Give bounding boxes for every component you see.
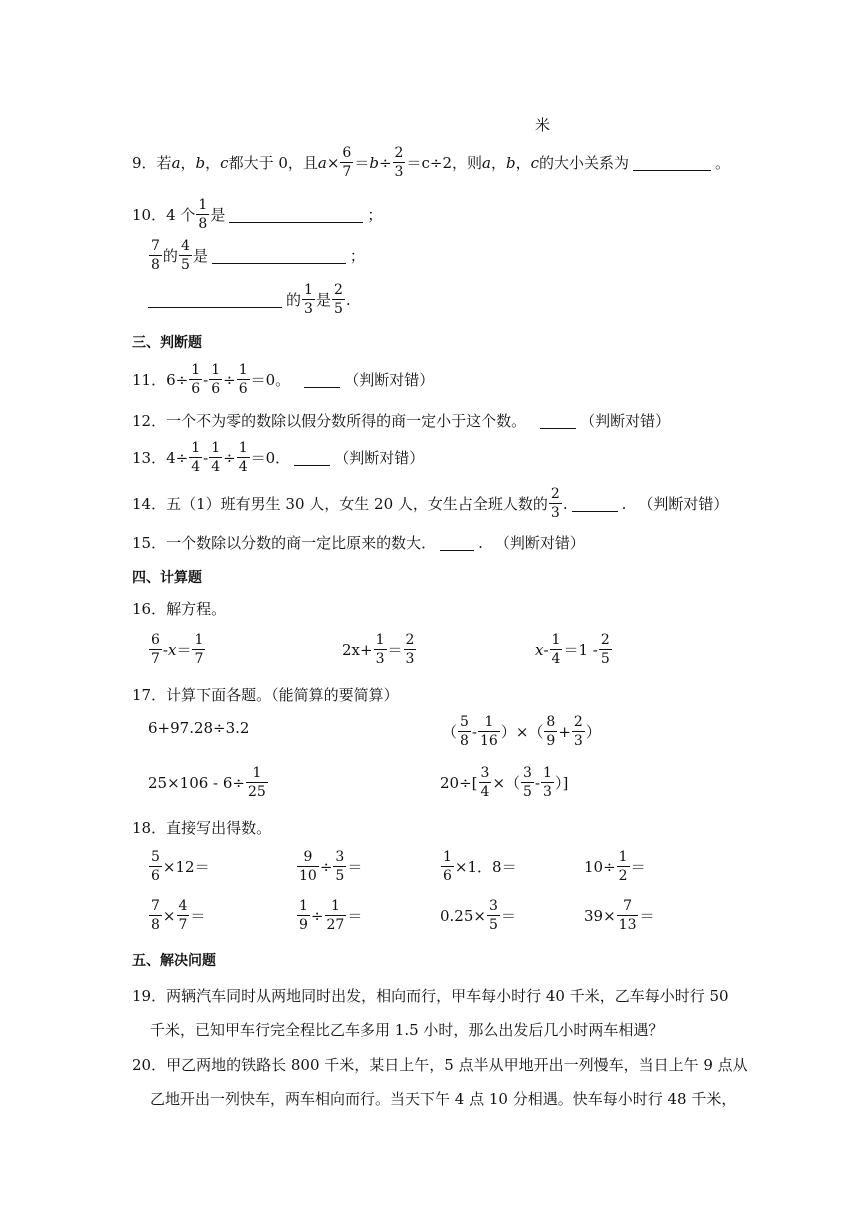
fraction: $\frac{1}{3}$ xyxy=(375,632,385,667)
fraction: $\frac{5}{6}$ xyxy=(151,849,160,884)
fraction: $\frac{2}{3}$ xyxy=(394,145,404,180)
fraction: $\frac{1}{8}$ xyxy=(198,197,208,232)
fraction: $\frac{7}{8}$ xyxy=(151,238,160,273)
question-9: 9． 若 a ， b ， c 都大于 0，且 a × $\frac{6}{7}$ ＝ b ÷ $\frac{2}{3}$ ＝ c÷2，则 a ， b ， c 的大小关系为 。 xyxy=(132,145,731,180)
fraction: $\frac{3}{5}$ xyxy=(488,898,498,933)
fraction: $\frac{1}{4}$ xyxy=(238,440,248,475)
mental-math-2-4: 39× $\frac{7}{13}$ ＝ xyxy=(584,898,655,933)
fraction: $\frac{1}{7}$ xyxy=(194,632,204,667)
question-16: 16．解方程。 xyxy=(132,600,227,618)
mental-math-1-4: 10÷ $\frac{1}{2}$ ＝ xyxy=(584,849,646,884)
mental-math-2-1: $\frac{7}{8}$ × $\frac{4}{7}$ ＝ xyxy=(151,898,206,933)
fraction: $\frac{1}{2}$ xyxy=(618,849,628,884)
calc-problem-1: 6+97.28÷3.2 xyxy=(148,719,250,737)
fraction: $\frac{7}{8}$ xyxy=(151,898,160,933)
fraction: $\frac{2}{3}$ xyxy=(405,632,415,667)
fraction: $\frac{5}{8}$ xyxy=(460,714,469,749)
fraction: $\frac{6}{7}$ xyxy=(151,632,160,667)
answer-blank[interactable] xyxy=(212,247,346,264)
question-18: 18．直接写出得数。 xyxy=(132,819,272,837)
fraction: $\frac{1}{6}$ xyxy=(191,362,201,397)
mental-math-1-2: $\frac{9}{10}$ ÷ $\frac{3}{5}$ ＝ xyxy=(299,849,363,884)
fraction: $\frac{4}{7}$ xyxy=(178,898,188,933)
equation-1: $\frac{6}{7}$ - x ＝ $\frac{1}{7}$ xyxy=(151,632,204,667)
question-20-line-1: 20．甲乙两地的铁路长 800 千米，某日上午，5 点半从甲地开出一列慢车，当日上午 9 点从 xyxy=(132,1056,748,1074)
fraction: $\frac{9}{10}$ xyxy=(299,849,317,884)
fraction: $\frac{3}{4}$ xyxy=(480,765,490,800)
fraction: $\frac{2}{3}$ xyxy=(573,714,583,749)
question-15: 15．一个数除以分数的商一定比原来的数大． . （判断对错） xyxy=(132,533,585,552)
question-20-line-2: 乙地开出一列快车，两车相向而行。当天下午 4 点 10 分相遇。快车每小时行 48 千米， xyxy=(150,1090,737,1108)
fraction: $\frac{1}{16}$ xyxy=(480,714,498,749)
fraction: $\frac{3}{5}$ xyxy=(523,765,532,800)
question-10-line-1: 10． 4 个 $\frac{1}{8}$ 是 ； xyxy=(132,197,383,232)
fraction: $\frac{3}{5}$ xyxy=(335,849,345,884)
mental-math-1-1: $\frac{5}{6}$ ×12＝ xyxy=(151,849,210,884)
mental-math-2-3: 0.25× $\frac{3}{5}$ ＝ xyxy=(440,898,516,933)
fraction: $\frac{1}{4}$ xyxy=(551,632,561,667)
calc-problem-4: 20÷[ $\frac{3}{4}$ ×（ $\frac{3}{5}$ - $\frac{1}{3}$ ）] xyxy=(440,765,569,800)
fraction: $\frac{1}{6}$ xyxy=(238,362,248,397)
question-11: 11． 6÷ $\frac{1}{6}$ - $\frac{1}{6}$ ÷ $\frac{1}{6}$ ＝0。 （判断对错） xyxy=(132,362,435,397)
question-13: 13． 4÷ $\frac{1}{4}$ - $\frac{1}{4}$ ÷ $\frac{1}{4}$ ＝0． （判断对错） xyxy=(132,440,425,475)
calc-problem-3: 25×106 - 6÷ $\frac{1}{25}$ xyxy=(148,765,266,800)
answer-blank[interactable] xyxy=(633,154,711,171)
question-10-line-2: $\frac{7}{8}$ 的 $\frac{4}{5}$ 是 ； xyxy=(151,238,365,273)
fraction: $\frac{1}{9}$ xyxy=(299,898,308,933)
fraction: $\frac{2}{5}$ xyxy=(600,632,610,667)
fraction: $\frac{8}{9}$ xyxy=(546,714,556,749)
answer-blank[interactable] xyxy=(440,534,474,551)
answer-blank[interactable] xyxy=(304,371,340,388)
fraction: $\frac{1}{27}$ xyxy=(326,898,345,933)
answer-blank[interactable] xyxy=(540,412,576,429)
fraction: $\frac{1}{3}$ xyxy=(304,282,313,317)
fraction: $\frac{2}{5}$ xyxy=(333,282,343,317)
section-4-heading: 四、计算题 xyxy=(132,570,202,586)
answer-blank[interactable] xyxy=(229,206,363,223)
answer-blank[interactable] xyxy=(572,495,618,512)
question-12: 12．一个不为零的数除以假分数所得的商一定小于这个数。 （判断对错） xyxy=(132,412,671,430)
mental-math-1-3: $\frac{1}{6}$ ×1．8＝ xyxy=(443,849,517,884)
fraction: $\frac{1}{6}$ xyxy=(211,362,221,397)
fraction: $\frac{1}{4}$ xyxy=(191,440,201,475)
fraction: $\frac{1}{25}$ xyxy=(248,765,266,800)
fraction: $\frac{1}{6}$ xyxy=(443,849,452,884)
fraction: $\frac{6}{7}$ xyxy=(342,145,352,180)
top-unit: 米 xyxy=(535,116,551,134)
equation-2: 2x+ $\frac{1}{3}$ ＝ $\frac{2}{3}$ xyxy=(342,632,415,667)
fraction: $\frac{2}{3}$ xyxy=(550,486,560,521)
fraction: $\frac{1}{3}$ xyxy=(543,765,552,800)
question-19-line-1: 19．两辆汽车同时从两地同时出发，相向而行，甲车每小时行 40 千米，乙车每小时行 50 xyxy=(132,987,729,1005)
answer-blank[interactable] xyxy=(148,291,282,308)
mental-math-2-2: $\frac{1}{9}$ ÷ $\frac{1}{27}$ ＝ xyxy=(299,898,363,933)
question-10-line-3: 的 $\frac{1}{3}$ 是 $\frac{2}{5}$ . xyxy=(148,283,351,316)
answer-blank[interactable] xyxy=(294,449,330,466)
section-5-heading: 五、解决问题 xyxy=(132,953,216,969)
equation-3: x - $\frac{1}{4}$ ＝1 - $\frac{2}{5}$ xyxy=(535,632,610,667)
question-19-line-2: 千米，已知甲车行完全程比乙车多用 1.5 小时，那么出发后几小时两车相遇？ xyxy=(150,1021,664,1039)
section-3-heading: 三、判断题 xyxy=(132,335,202,351)
fraction: $\frac{7}{13}$ xyxy=(618,898,637,933)
question-14: 14．五（1）班有男生 30 人，女生 20 人，女生占全班人数的 $\frac{2}{3}$ . . （判断对错） xyxy=(132,486,729,521)
fraction: $\frac{1}{4}$ xyxy=(211,440,221,475)
question-17: 17．计算下面各题。（能简算的要简算） xyxy=(132,686,399,704)
calc-problem-2: （ $\frac{5}{8}$ - $\frac{1}{16}$ ）×（ $\frac{8}{9}$ + $\frac{2}{3}$ ） xyxy=(442,714,601,749)
fraction: $\frac{4}{5}$ xyxy=(180,238,190,273)
